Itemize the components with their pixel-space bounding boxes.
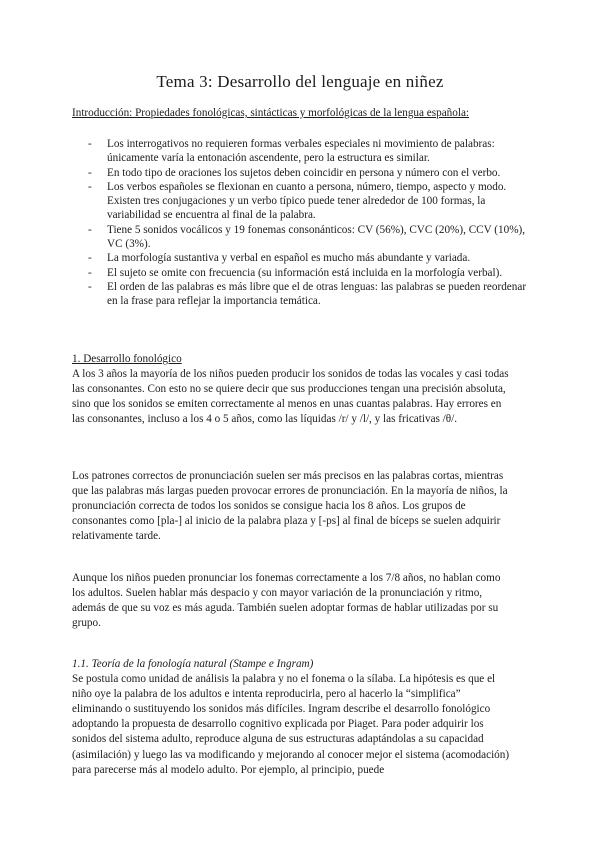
bullet-text: Los interrogativos no requieren formas verbales especiales ni movimiento de palabras: únicamente varía la entonación ascendente, pero la estructura es similar.	[107, 138, 495, 165]
bullet-text: La morfología sustantiva y verbal en español es mucho más abundante y variada.	[107, 252, 471, 265]
list-item	[88, 280, 528, 309]
bullet-text: El orden de las palabras es más libre que el de otras lenguas: las palabras se pueden reordenar en la frase para reflejar la importancia temática.	[107, 280, 527, 308]
paragraph: Los patrones correctos de pronunciación suelen ser más precisos en las palabras cortas, mientras que las palabras más largas pueden provocar errores de pronunciación. En la mayoría de niños, la pronunciación correcta de todos los sonidos se consigue hacia los 8 años. Los grupos de consonantes como [pla-] al inicio de la palabra plaza y [-ps] al final de bíceps se suelen adquirir relativamente tarde.	[72, 470, 508, 543]
subsection-block	[72, 657, 512, 778]
intro-heading: Introducción: Propiedades fonológicas, sintácticas y morfológicas de la lengua española:	[72, 107, 470, 119]
bullet-text: Los verbos españoles se flexionan en cuanto a persona, número, tiempo, aspecto y modo. Existen tres conjugaciones y un verbo típico puede tener alrededor de 100 formas, la variabilidad se encuentra al final de la palabra.	[107, 180, 507, 222]
bullet-text: En todo tipo de oraciones los sujetos deben coincidir en persona y número con el verbo.	[107, 166, 501, 179]
paragraph: A los 3 años la mayoría de los niños pueden producir los sonidos de todas las vocales y casi todas las consonantes. Con esto no se quiere decir que sus producciones tengan una precisión absoluta, sino que los sonidos se emiten correctamente al menos en unas cuantas palabras. Hay errores en las consonantes, incluso a los 4 o 5 años, como las líquidas /r/ y /l/, y las fricativas /θ/.	[72, 368, 509, 426]
page-title: Tema 3: Desarrollo del lenguaje en niñez	[156, 72, 444, 91]
list-item	[88, 137, 528, 166]
bullet-text: Tiene 5 sonidos vocálicos y 19 fonemas consonánticos: CV (56%), CVC (20%), CCV (10%), VC (3%).	[107, 223, 526, 251]
list-item	[88, 223, 528, 252]
bullet-marker: -	[88, 280, 92, 293]
bullet-marker: -	[88, 166, 92, 179]
bullet-text: El sujeto se omite con frecuencia (su información está incluida en la morfología verbal).	[107, 266, 503, 279]
intro-bullet-list	[88, 137, 528, 309]
bullet-marker: -	[88, 252, 92, 265]
bullet-marker: -	[88, 266, 92, 279]
list-item	[88, 166, 528, 180]
section-heading: 1. Desarrollo fonológico	[72, 353, 182, 365]
bullet-marker: -	[88, 180, 92, 193]
list-item	[88, 251, 528, 265]
list-item	[88, 266, 528, 280]
subsection-heading: 1.1. Teoría de la fonología natural (Stampe e Ingram)	[72, 658, 314, 670]
paragraph: Se postula como unidad de análisis la palabra y no el fonema o la sílaba. La hipótesis es que el niño oye la palabra de los adultos e intenta reproducirla, pero al hacerlo la “simplifica” eliminando o sustituyendo los sonidos más difíciles. Ingram describe el desarrollo fonológico adoptando la propuesta de desarrollo cognitivo explicada por Piaget. Para poder adquirir los sonidos del sistema adulto, reproduce alguna de sus estructuras adaptándolas a su capacidad (asimilación) y luego las va modificando y mejorando al conocer mejor el sistema (acomodación) para parecerse más al modelo adulto. Por ejemplo, al principio, puede	[72, 673, 510, 776]
bullet-marker: -	[88, 223, 92, 236]
section1-block	[72, 352, 512, 427]
list-item	[88, 180, 528, 223]
paragraph: Aunque los niños pueden pronunciar los fonemas correctamente a los 7/8 años, no hablan como los adultos. Suelen hablar más despacio y con mayor variación de la pronunciación y ritmo, además de que su voz es más aguda. También suelen adoptar formas de hablar utilizadas por su grupo.	[72, 572, 501, 630]
bullet-marker: -	[88, 138, 92, 150]
